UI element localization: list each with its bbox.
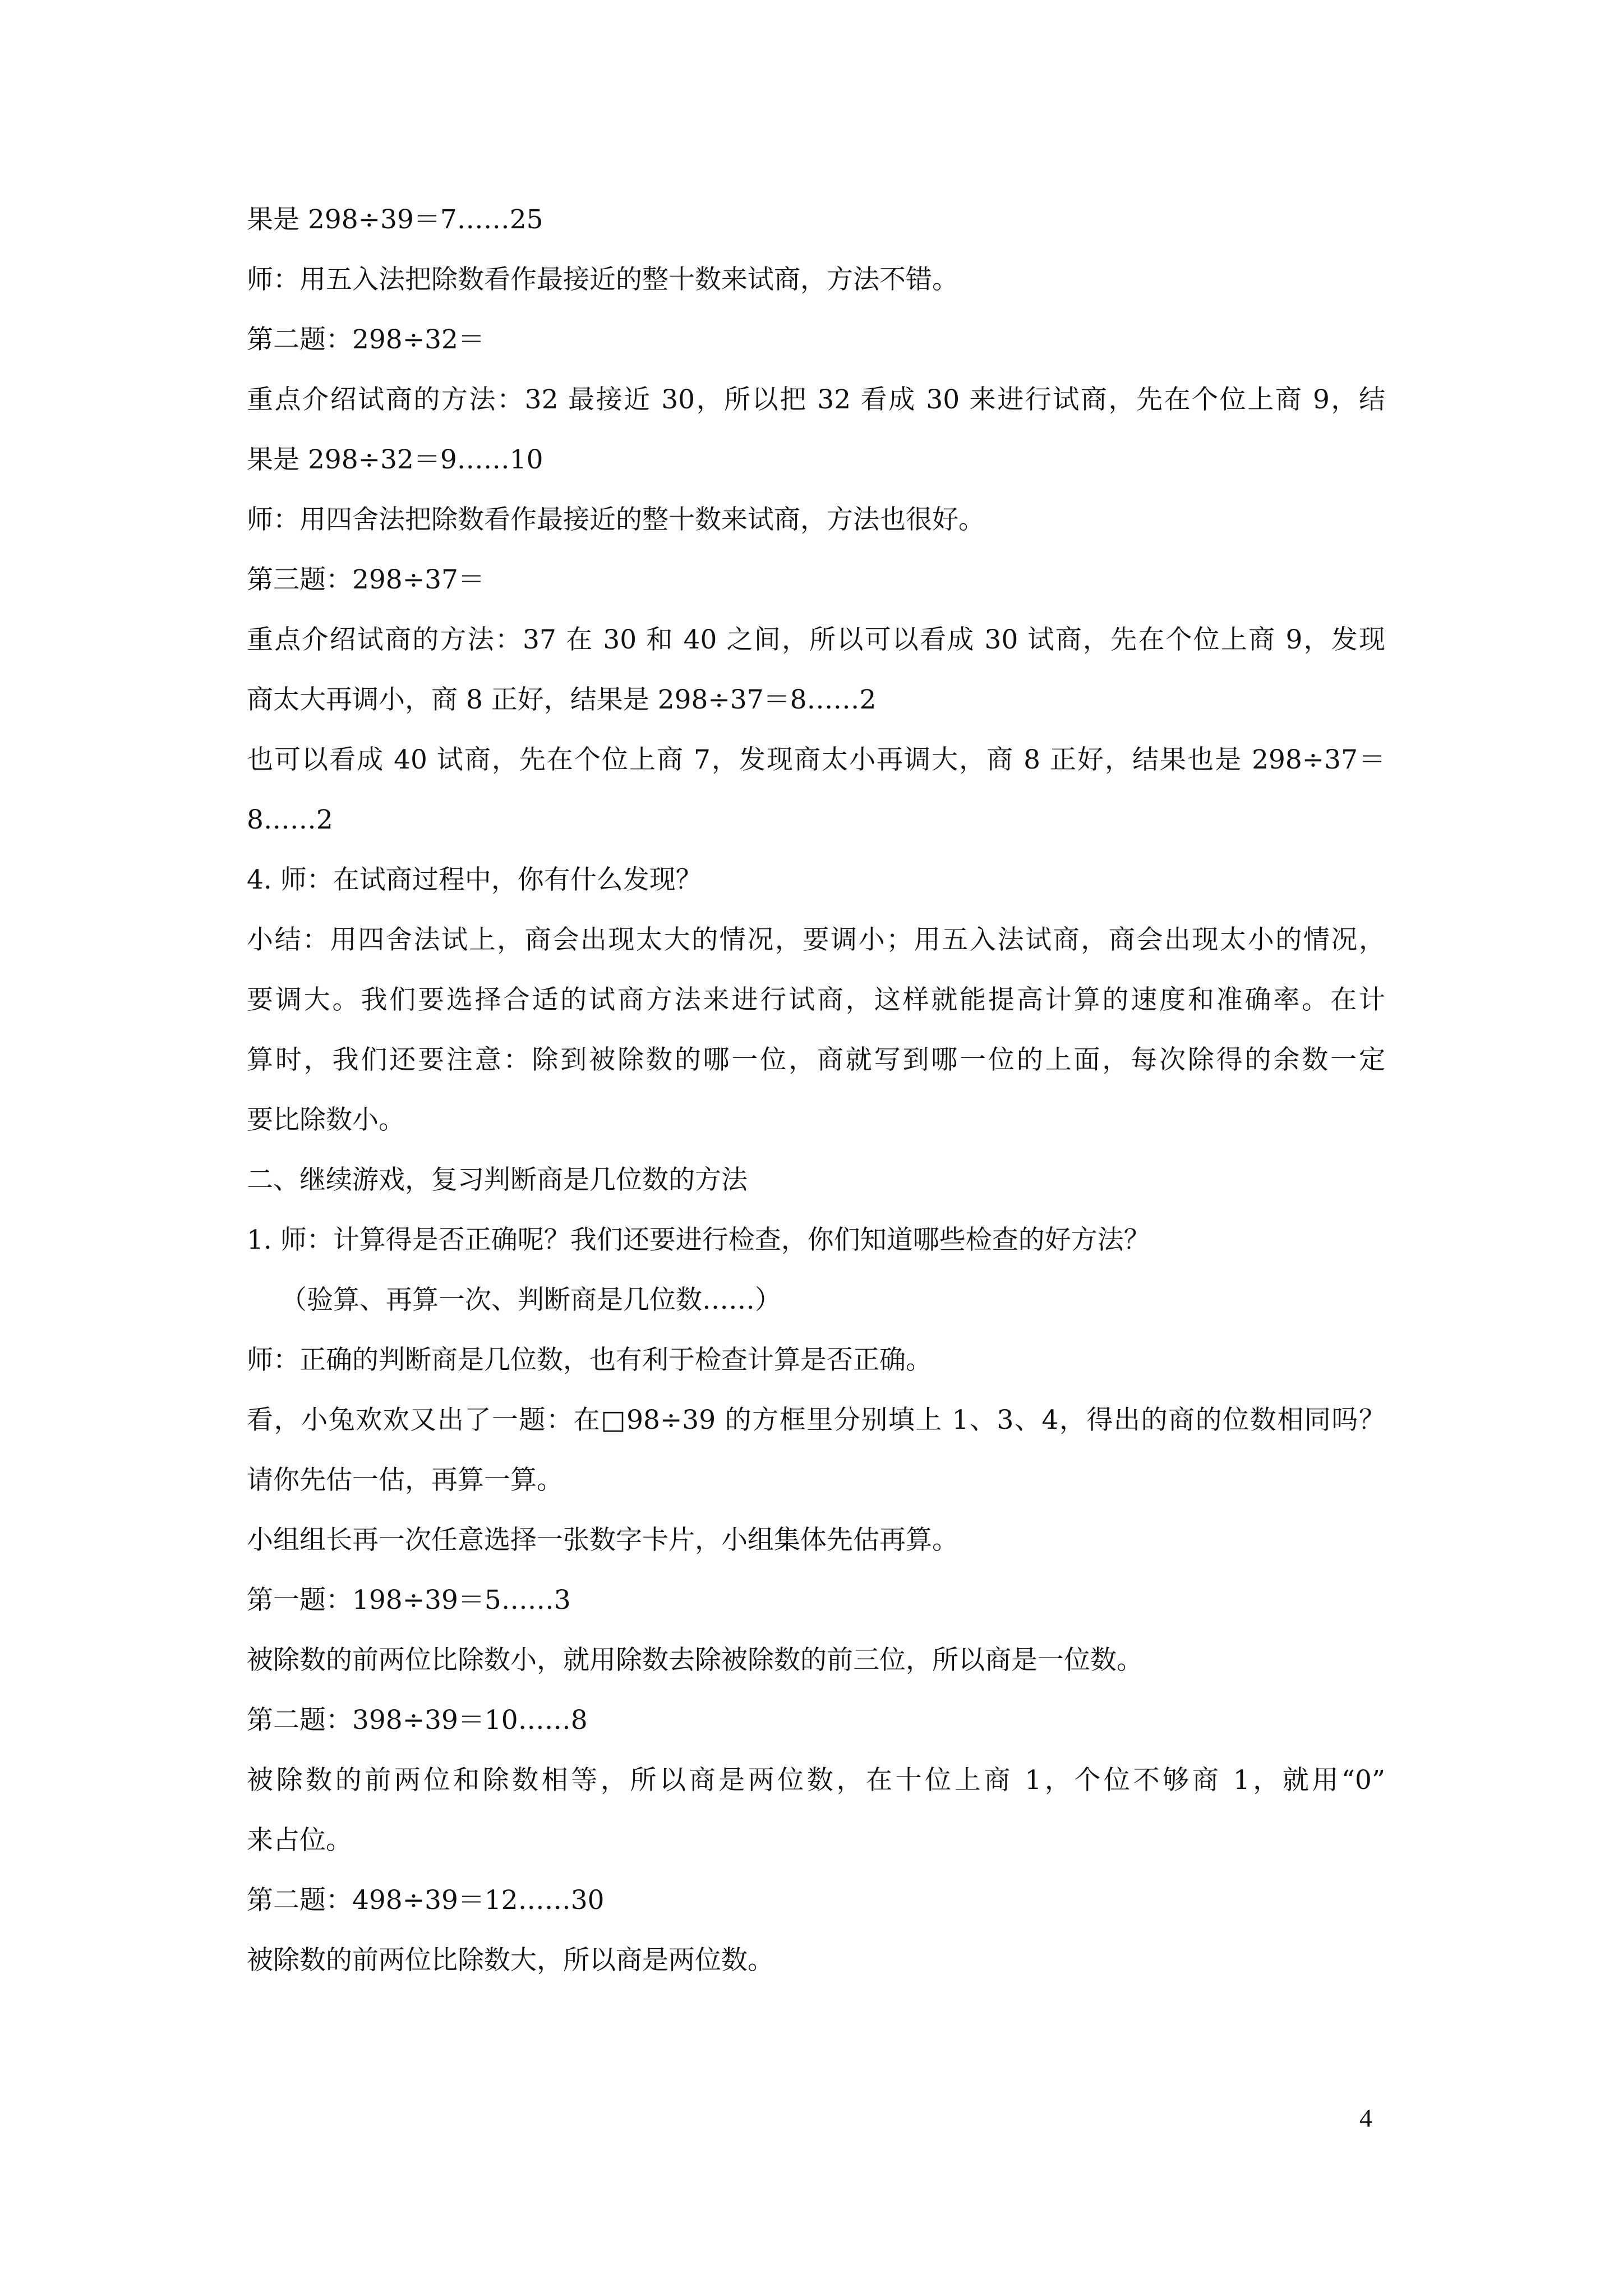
text-line-25: 被除数的前两位比除数小，就用除数去除被除数的前三位，所以商是一位数。	[247, 1645, 1143, 1676]
text-line-11: 8……2	[247, 804, 333, 835]
text-line-29: 第二题：498÷39＝12……30	[247, 1885, 605, 1916]
text-line-22: 请你先估一估，再算一算。	[247, 1465, 563, 1496]
text-line-15: 算时，我们还要注意：除到被除数的哪一位，商就写到哪一位的上面，每次除得的余数一定	[247, 1045, 1385, 1075]
text-line-2: 师：用五入法把除数看作最接近的整十数来试商，方法不错。	[247, 264, 958, 295]
text-line-20: 师：正确的判断商是几位数，也有利于检查计算是否正确。	[247, 1345, 932, 1375]
text-line-23: 小组组长再一次任意选择一张数字卡片，小组集体先估再算。	[247, 1525, 958, 1556]
text-line-5: 果是 298÷32＝9……10	[247, 444, 543, 475]
text-line-10: 也可以看成 40 试商，先在个位上商 7，发现商太小再调大，商 8 正好，结果也是 298÷37＝	[247, 744, 1385, 775]
text-line-24: 第一题：198÷39＝5……3	[247, 1585, 571, 1616]
text-line-27: 被除数的前两位和除数相等，所以商是两位数，在十位上商 1，个位不够商 1，就用“0”	[247, 1765, 1385, 1796]
text-line-21: 看，小兔欢欢又出了一题：在□98÷39 的方框里分别填上 1、3、4，得出的商的位数相同吗？	[247, 1405, 1385, 1435]
text-line-14: 要调大。我们要选择合适的试商方法来进行试商，这样就能提高计算的速度和准确率。在计	[247, 984, 1385, 1015]
page-number: 4	[1359, 2104, 1372, 2132]
section-heading: 二、继续游戏，复习判断商是几位数的方法	[247, 1165, 748, 1195]
text-line-8: 重点介绍试商的方法：37 在 30 和 40 之间，所以可以看成 30 试商，先在个位上商 9，发现	[247, 624, 1385, 655]
text-line-28: 来占位。	[247, 1825, 352, 1856]
text-line-9: 商太大再调小，商 8 正好，结果是 298÷37＝8……2	[247, 684, 877, 715]
text-line-7: 第三题：298÷37＝	[247, 564, 485, 595]
text-line-19: （验算、再算一次、判断商是几位数……）	[280, 1285, 781, 1315]
text-line-16: 要比除数小。	[247, 1105, 405, 1135]
text-line-30: 被除数的前两位比除数大，所以商是两位数。	[247, 1945, 774, 1976]
text-line-18: 1. 师：计算得是否正确呢？我们还要进行检查，你们知道哪些检查的好方法？	[247, 1225, 1150, 1255]
text-line-3: 第二题：298÷32＝	[247, 324, 485, 355]
text-line-26: 第二题：398÷39＝10……8	[247, 1705, 588, 1736]
text-line-13: 小结：用四舍法试上，商会出现太大的情况，要调小；用五入法试商，商会出现太小的情况，	[247, 924, 1385, 955]
text-line-1: 果是 298÷39＝7……25	[247, 204, 543, 235]
text-line-4: 重点介绍试商的方法：32 最接近 30，所以把 32 看成 30 来进行试商，先在个位上商 9，结	[247, 384, 1385, 415]
text-line-12: 4. 师：在试商过程中，你有什么发现？	[247, 864, 702, 895]
text-line-6: 师：用四舍法把除数看作最接近的整十数来试商，方法也很好。	[247, 504, 985, 535]
